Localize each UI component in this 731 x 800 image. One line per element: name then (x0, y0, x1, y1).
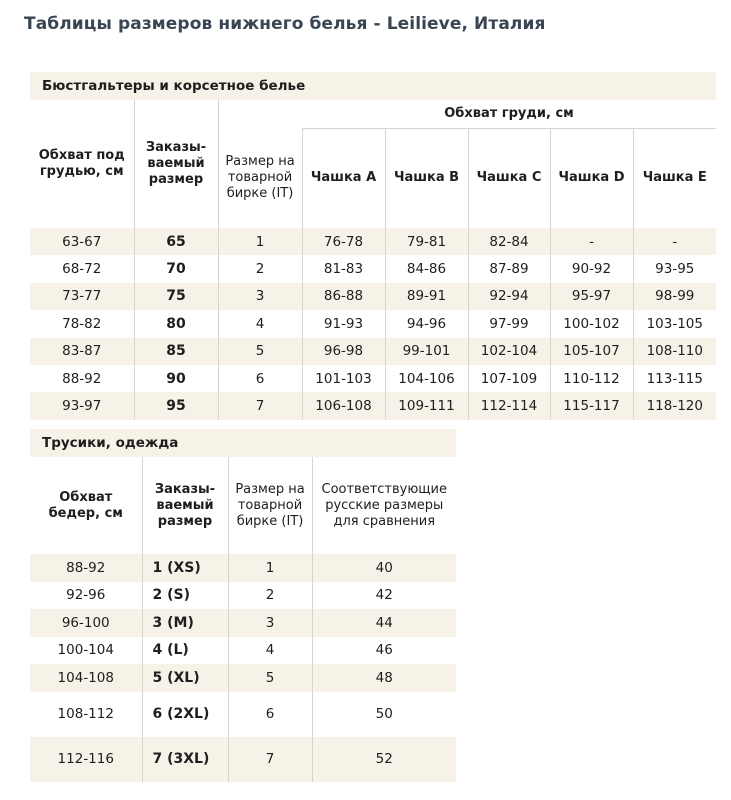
hips-cell: 112-116 (30, 737, 142, 782)
russian-size-cell: 44 (312, 609, 456, 637)
tag-size-header: Размер на товарной бирке (IT) (218, 128, 302, 228)
panties-table-row (30, 664, 456, 692)
panties-table-row (30, 554, 456, 582)
bra-table-row (30, 365, 716, 392)
order-size-cell: 70 (134, 255, 218, 282)
cup-value-cell: 115-117 (550, 392, 633, 419)
panties-section-title: Трусики, одежда (30, 429, 456, 457)
cup-value-cell: 87-89 (468, 255, 550, 282)
panties-size-table (30, 457, 456, 782)
underbust-cell: 83-87 (30, 338, 134, 365)
panties-tag-size-cell: 6 (228, 692, 312, 737)
order-size-cell: 90 (134, 365, 218, 392)
russian-size-cell: 48 (312, 664, 456, 692)
cup-value-cell: 86-88 (302, 283, 385, 310)
cup-value-cell: 103-105 (633, 310, 716, 337)
bra-section-title: Бюстгальтеры и корсетное белье (30, 72, 716, 100)
hips-cell: 100-104 (57, 642, 114, 659)
cup-value-cell: 109-111 (385, 392, 468, 419)
panties-order-size-cell: 7 (3XL) (142, 737, 228, 782)
cup-value-cell: 106-108 (302, 392, 385, 419)
cup-value-cell: 84-86 (385, 255, 468, 282)
cup-value-cell: 99-101 (385, 338, 468, 365)
order-size-cell: 80 (134, 310, 218, 337)
tag-size-cell: 7 (218, 392, 302, 419)
page-title: Таблицы размеров нижнего белья - Leilieve, Италия (24, 14, 546, 34)
cup-value-cell: 110-112 (550, 365, 633, 392)
bra-table-row (30, 283, 716, 310)
russian-size-cell: 40 (312, 554, 456, 582)
underbust-cell: 68-72 (62, 261, 102, 278)
cup-value-cell: 100-102 (550, 310, 633, 337)
cup-value-cell: 82-84 (468, 228, 550, 255)
bra-table-row (30, 338, 716, 365)
bra-size-table (30, 100, 716, 420)
cup-value-cell: 102-104 (468, 338, 550, 365)
order-size-cell: 75 (134, 283, 218, 310)
hips-cell: 92-96 (66, 587, 106, 604)
bra-table-row (30, 228, 716, 255)
cup-value-cell: 81-83 (302, 255, 385, 282)
cup-value-cell: 94-96 (385, 310, 468, 337)
panties-table-row (30, 737, 456, 782)
hips-cell: 104-108 (30, 664, 142, 692)
panties-order-size-cell: 1 (XS) (142, 554, 228, 582)
tag-size-cell: 3 (218, 283, 302, 310)
panties-table-row (30, 637, 456, 665)
tag-size-cell: 5 (218, 338, 302, 365)
bust-group-header: Обхват груди, см (444, 105, 574, 121)
cup-value-cell: 107-109 (468, 365, 550, 392)
cup-value-cell: 108-110 (633, 338, 716, 365)
underbust-cell: 78-82 (62, 315, 102, 332)
panties-order-size-cell: 2 (S) (142, 582, 228, 610)
bra-table-row (30, 255, 716, 282)
cup-value-cell: 76-78 (302, 228, 385, 255)
cup-value-cell: 89-91 (385, 283, 468, 310)
underbust-cell: 88-92 (62, 370, 102, 387)
cup-value-cell: 90-92 (550, 255, 633, 282)
cup-value-cell: - (633, 228, 716, 255)
tag-size-cell: 4 (218, 310, 302, 337)
cup-value-cell: 96-98 (302, 338, 385, 365)
russian-size-cell: 50 (312, 692, 456, 737)
russian-size-cell: 42 (312, 582, 456, 610)
panties-tag-size-cell: 1 (228, 554, 312, 582)
hips-cell: 108-112 (57, 706, 114, 722)
underbust-cell: 93-97 (30, 392, 134, 419)
panties-tag-size-cell: 5 (228, 664, 312, 692)
cup-value-cell: 112-114 (468, 392, 550, 419)
panties-tag-size-cell: 4 (228, 637, 312, 665)
cup-value-cell: 113-115 (633, 365, 716, 392)
panties-table-row (30, 609, 456, 637)
cup-value-cell: 97-99 (468, 310, 550, 337)
bra-table-row (30, 310, 716, 337)
cup-value-cell: 118-120 (633, 392, 716, 419)
panties-order-size-cell: 3 (M) (142, 609, 228, 637)
panties-order-size-cell: 6 (2XL) (142, 692, 228, 737)
cup-value-cell: - (550, 228, 633, 255)
underbust-cell: 63-67 (30, 228, 134, 255)
underbust-header: Обхват под грудью, см (38, 148, 125, 179)
underbust-cell: 73-77 (30, 283, 134, 310)
russian-size-cell: 52 (312, 737, 456, 782)
panties-table-row (30, 582, 456, 610)
cup-value-cell: 92-94 (468, 283, 550, 310)
cup-value-cell: 105-107 (550, 338, 633, 365)
panties-tag-size-cell: 7 (228, 737, 312, 782)
hips-header: Обхват бедер, см (48, 489, 123, 521)
order-size-header: Заказы-ваемый размер (134, 100, 218, 228)
cup-a-header: Чашка A (302, 128, 385, 228)
cup-value-cell: 101-103 (302, 365, 385, 392)
hips-cell: 88-92 (30, 554, 142, 582)
russian-size-header: Соответствующие русские размеры для сравнения (312, 457, 456, 554)
russian-size-cell: 46 (312, 637, 456, 665)
panties-order-size-cell: 5 (XL) (142, 664, 228, 692)
panties-order-size-cell: 4 (L) (142, 637, 228, 665)
tag-size-cell: 2 (218, 255, 302, 282)
tag-size-cell: 6 (218, 365, 302, 392)
panties-tag-size-cell: 2 (228, 582, 312, 610)
bra-table-row (30, 392, 716, 419)
cup-value-cell: 104-106 (385, 365, 468, 392)
order-size-cell: 65 (134, 228, 218, 255)
panties-order-size-header: Заказы-ваемый размер (142, 457, 228, 554)
cup-c-header: Чашка C (468, 128, 550, 228)
hips-cell: 96-100 (30, 609, 142, 637)
order-size-cell: 85 (134, 338, 218, 365)
cup-value-cell: 98-99 (633, 283, 716, 310)
panties-tag-size-cell: 3 (228, 609, 312, 637)
cup-value-cell: 95-97 (550, 283, 633, 310)
cup-value-cell: 79-81 (385, 228, 468, 255)
cup-b-header: Чашка B (385, 128, 468, 228)
panties-tag-size-header: Размер на товарной бирке (IT) (228, 457, 312, 554)
cup-value-cell: 93-95 (633, 255, 716, 282)
order-size-cell: 95 (134, 392, 218, 419)
tag-size-cell: 1 (218, 228, 302, 255)
cup-d-header: Чашка D (550, 128, 633, 228)
cup-e-header: Чашка E (633, 128, 716, 228)
panties-table-row (30, 692, 456, 737)
cup-value-cell: 91-93 (302, 310, 385, 337)
